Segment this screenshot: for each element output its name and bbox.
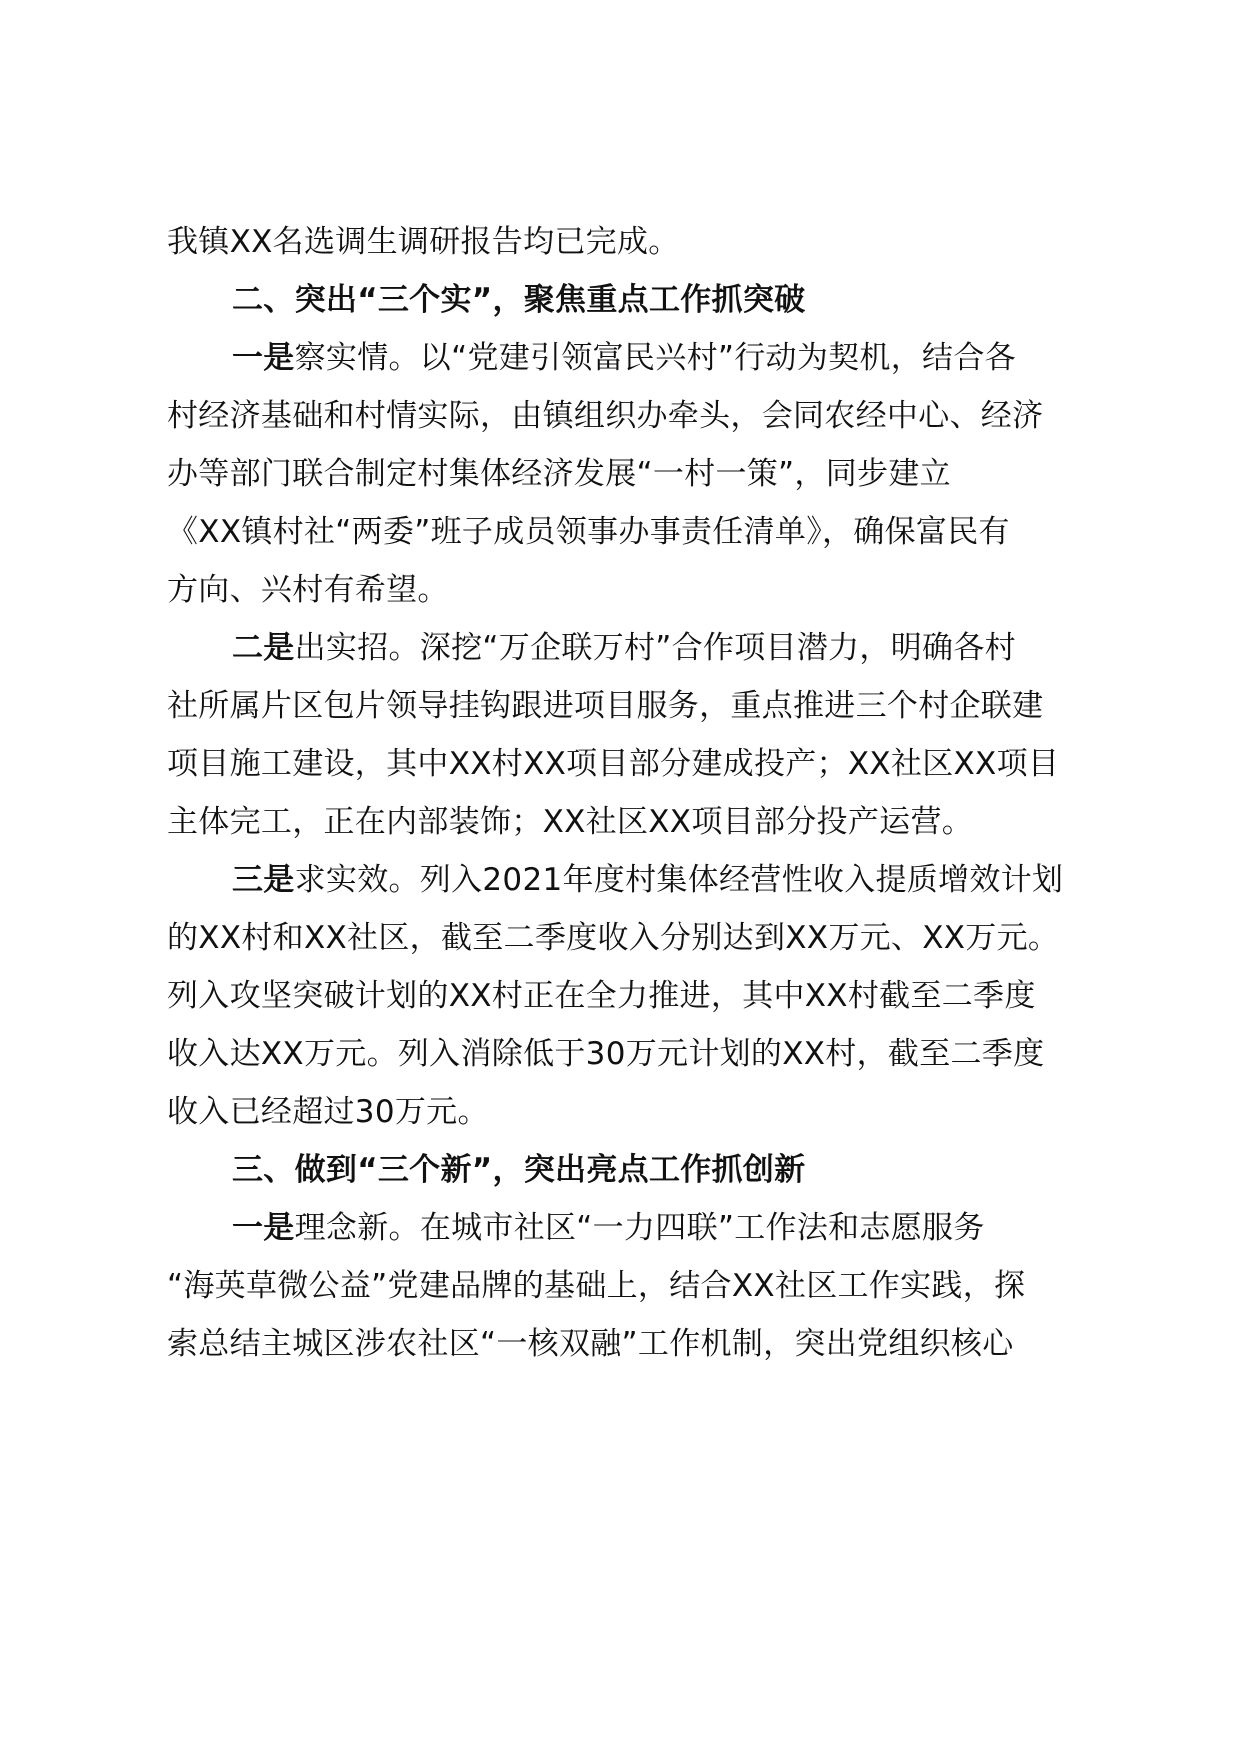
paragraph-3-line-3: 列入攻坚突破计划的XX村正在全力推进，其中XX村截至二季度	[167, 978, 1036, 1014]
paragraph-text: 出实招。深挖“万企联万村”合作项目潜力，明确各村	[294, 630, 1016, 666]
lead-marker: 一是	[232, 340, 295, 376]
paragraph-1-line-2: 村经济基础和村情实际，由镇组织办牵头，会同农经中心、经济	[167, 398, 1044, 434]
paragraph-3-line-4: 收入达XX万元。列入消除低于30万元计划的XX村，截至二季度	[167, 1036, 1045, 1072]
paragraph-text: 察实情。以“党建引领富民兴村”行动为契机，结合各	[294, 340, 1016, 376]
paragraph-4-line-1	[232, 1208, 985, 1248]
body-line-1: 我镇XX名选调生调研报告均已完成。	[167, 224, 680, 260]
paragraph-2-line-4: 主体完工，正在内部装饰；XX社区XX项目部分投产运营。	[167, 804, 974, 840]
paragraph-1-line-3: 办等部门联合制定村集体经济发展“一村一策”，同步建立	[167, 456, 951, 492]
paragraph-3-line-5: 收入已经超过30万元。	[167, 1094, 489, 1130]
lead-marker: 三是	[232, 862, 295, 898]
paragraph-2-line-2: 社所属片区包片领导挂钩跟进项目服务，重点推进三个村企联建	[167, 688, 1044, 724]
lead-marker: 二是	[232, 630, 295, 666]
paragraph-3-line-1	[232, 860, 1063, 900]
paragraph-text: 理念新。在城市社区“一力四联”工作法和志愿服务	[294, 1210, 985, 1246]
lead-marker: 一是	[232, 1210, 295, 1246]
paragraph-3-line-2: 的XX村和XX社区，截至二季度收入分别达到XX万元、XX万元。	[167, 920, 1060, 956]
paragraph-1-line-5: 方向、兴村有希望。	[167, 572, 449, 608]
paragraph-text: 求实效。列入2021年度村集体经营性收入提质增效计划	[294, 862, 1064, 898]
paragraph-1-line-4: 《XX镇村社“两委”班子成员领事办事责任清单》，确保富民有	[167, 514, 1010, 550]
paragraph-2-line-1	[232, 628, 1016, 668]
paragraph-4-line-3: 索总结主城区涉农社区“一核双融”工作机制，突出党组织核心	[167, 1326, 1014, 1362]
section-heading-3: 三、做到“三个新”，突出亮点工作抓创新	[232, 1152, 806, 1188]
paragraph-4-line-2: “海英草微公益”党建品牌的基础上，结合XX社区工作实践，探	[167, 1268, 1026, 1304]
paragraph-2-line-3: 项目施工建设，其中XX村XX项目部分建成投产；XX社区XX项目	[167, 746, 1060, 782]
section-heading-2: 二、突出“三个实”，聚焦重点工作抓突破	[232, 282, 806, 318]
paragraph-1-line-1	[232, 338, 1016, 378]
